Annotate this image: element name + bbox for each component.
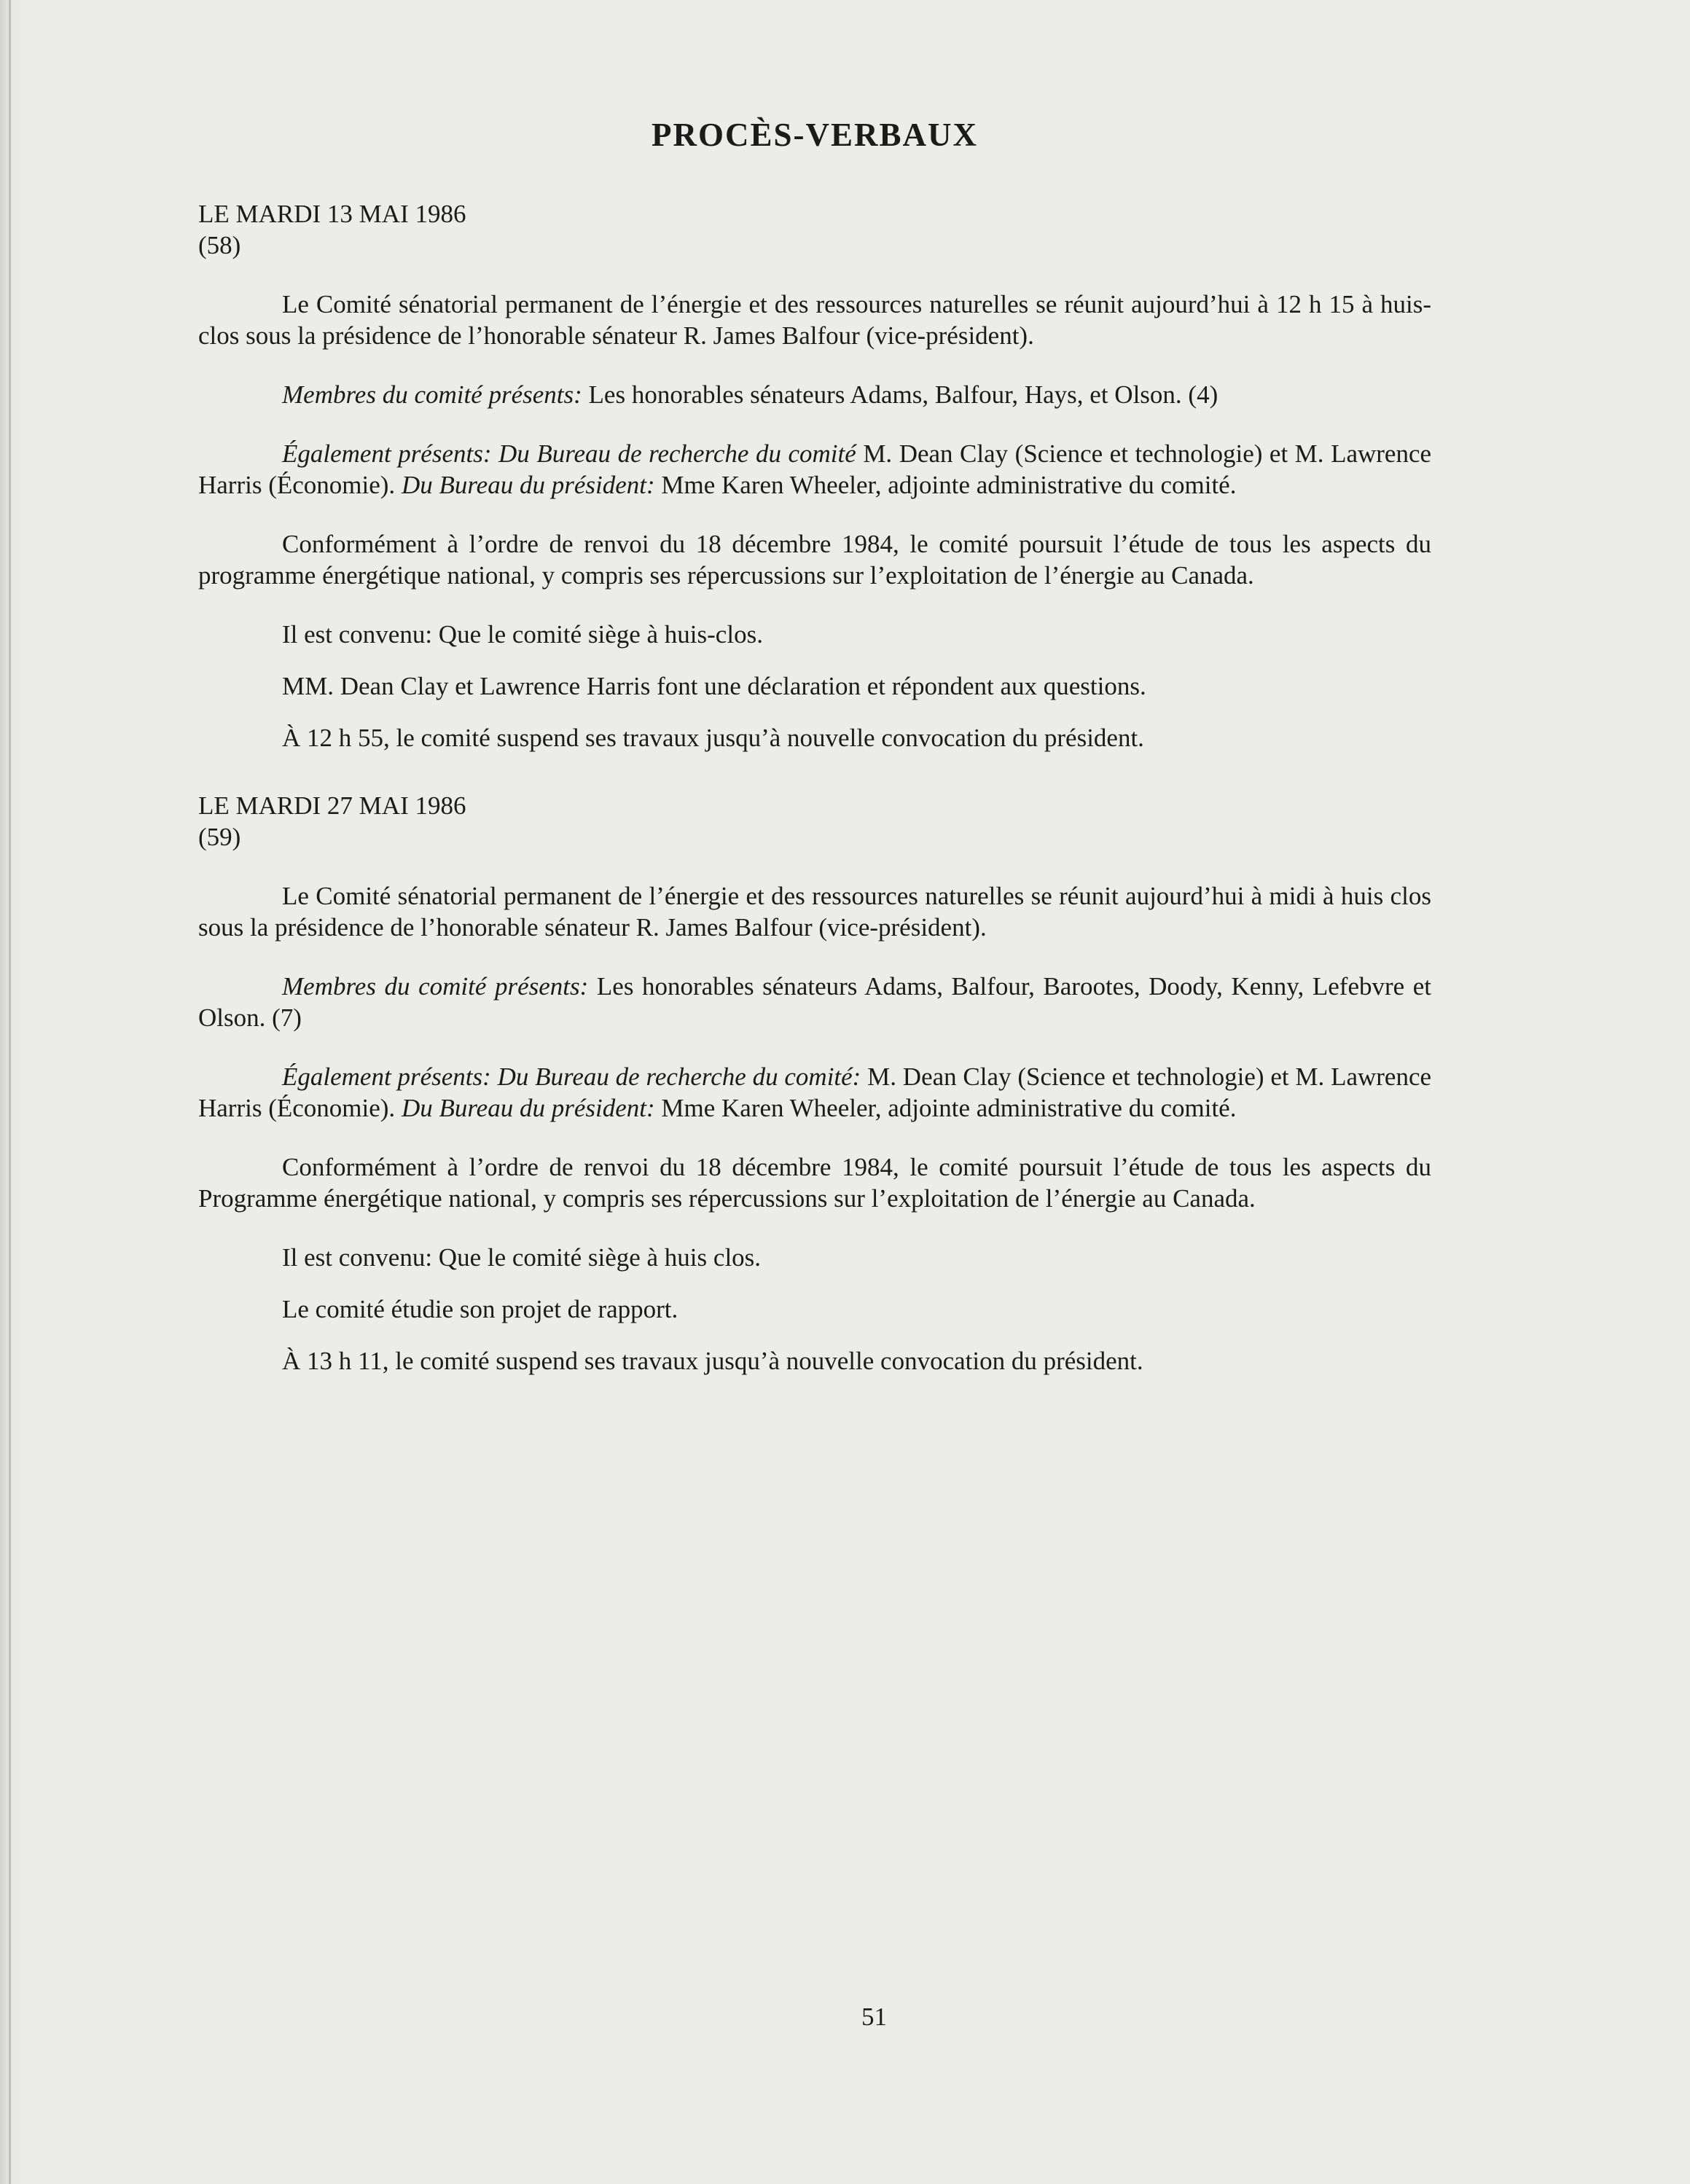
adjournment: À 12 h 55, le comité suspend ses travaux jusqu’à nouvelle convocation du président. [282, 724, 1144, 752]
also-bureau-text: M. Dean Clay (Science et technologie) et M. Lawrence Harris (Économie). [198, 1062, 1432, 1122]
also-president-text: Mme Karen Wheeler, adjointe administrative du comité. [661, 471, 1237, 499]
witness-statement: MM. Dean Clay et Lawrence Harris font une déclaration et répondent aux questions. [282, 672, 1146, 700]
order-of-reference: Conformément à l’ordre de renvoi du 18 décembre 1984, le comité poursuit l’étude de tous les aspects du Programme énergétique national, y compris ses répercussions sur l’exploitation de l’énergie au Canada. [198, 1153, 1431, 1213]
meeting-number: (58) [198, 231, 241, 259]
meeting-number: (59) [198, 823, 241, 851]
page-title: PROCÈS-VERBAUX [651, 117, 979, 153]
also-label: Également présents: [282, 439, 492, 468]
members-present [198, 379, 1431, 410]
also-president-label: Du Bureau du président: [401, 1094, 655, 1122]
page-number: 51 [861, 2003, 887, 2031]
meeting-heading [198, 198, 1431, 261]
also-bureau-label: Du Bureau de recherche du comité: [497, 1062, 861, 1091]
also-president-label: Du Bureau du président: [401, 471, 655, 499]
also-bureau-label: Du Bureau de recherche du comité [498, 439, 856, 468]
meeting-date: LE MARDI 27 MAI 1986 [198, 791, 466, 820]
section-divider-space [198, 774, 1431, 790]
members-label: Membres du comité présents: [282, 972, 589, 1001]
also-bureau-text: M. Dean Clay (Science et technologie) et M. Lawrence Harris (Économie). [198, 439, 1432, 499]
order-of-reference: Conformément à l’ordre de renvoi du 18 décembre 1984, le comité poursuit l’étude de tous les aspects du programme énergétique national, y compris ses répercussions sur l’exploitation de l’énergie au Canada. [198, 530, 1431, 590]
agreed-motion: Il est convenu: Que le comité siège à huis-clos. [282, 620, 763, 649]
meeting-date: LE MARDI 13 MAI 1986 [198, 200, 466, 228]
meeting-section-2 [198, 790, 1431, 1377]
agreed-motion: Il est convenu: Que le comité siège à huis clos. [282, 1243, 762, 1272]
also-present [198, 1061, 1431, 1124]
also-president-text: Mme Karen Wheeler, adjointe administrative du comité. [661, 1094, 1237, 1122]
members-text: Les honorables sénateurs Adams, Balfour, Barootes, Doody, Kenny, Lefebvre et Olson. (7) [198, 972, 1432, 1032]
meeting-section-1 [198, 198, 1431, 754]
members-label: Membres du comité présents: [282, 380, 582, 409]
adjournment: À 13 h 11, le comité suspend ses travaux jusqu’à nouvelle convocation du président. [282, 1347, 1143, 1375]
meeting-opening: Le Comité sénatorial permanent de l’énergie et des ressources naturelles se réunit aujourd’hui à 12 h 15 à huis-clos sous la présidence de l’honorable sénateur R. James Balfour (vice-président). [198, 290, 1431, 350]
draft-report-study: Le comité étudie son projet de rapport. [282, 1295, 678, 1323]
meeting-heading [198, 790, 1431, 853]
meeting-opening: Le Comité sénatorial permanent de l’énergie et des ressources naturelles se réunit aujourd’hui à midi à huis clos sous la présidence de l’honorable sénateur R. James Balfour (vice-président). [198, 882, 1431, 942]
document-body [198, 117, 1431, 1397]
members-text: Les honorables sénateurs Adams, Balfour, Hays, et Olson. (4) [588, 380, 1218, 409]
page-binding-edge [9, 0, 11, 2184]
also-label: Également présents: [282, 1062, 491, 1091]
members-present [198, 971, 1431, 1033]
also-present [198, 438, 1431, 501]
